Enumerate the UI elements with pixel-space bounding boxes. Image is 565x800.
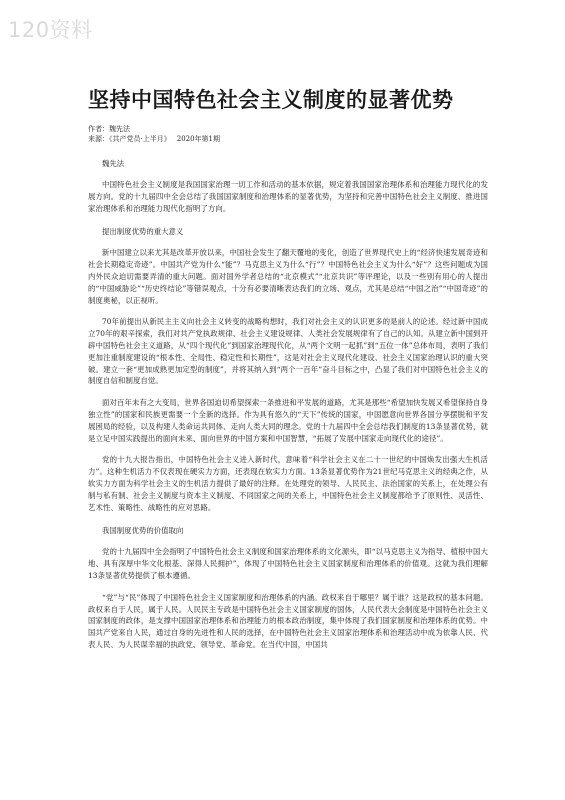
article bbox=[88, 84, 488, 661]
paragraph: 党的十九届四中全会指明了中国特色社会主义制度和国家治理体系的文化源头，即“以马克思主义为指导、植根中国大地、具有深厚中华文化根基、深得人民拥护”，体现了中国特色社会主义国家制度和治理体系的价值观。这就为我们理解13条显著优势提供了根本遵循。 bbox=[88, 547, 488, 580]
section-heading: 我国制度优势的价值取向 bbox=[102, 526, 184, 536]
author-name: 魏先法 bbox=[109, 125, 130, 133]
byline: 魏先法 bbox=[102, 159, 125, 168]
paragraph: 党的十九大报告指出，中国特色社会主义进入新时代，意味着“科学社会主义在二十一世纪的中国焕发出强大生机活力”。这种生机活力不仅表现在硬实力方面，还表现在软实力方面。13条显著优势作为21世纪马克思主义的经典之作，从软实力方面为科学社会主义的生机活力提供了最好的注释。在处理党的领导、人民民主、法治国家的关系上，在处理公有制与私有制、社会主义制度与资本主义制度、不同国家之间的关系上，中国特色社会主义制度都给予了原则性、灵活性、艺术性、策略性、战略性的应对思路。 bbox=[88, 455, 488, 512]
watermark: 120资料 bbox=[8, 18, 93, 42]
article-meta bbox=[88, 124, 488, 144]
paragraph: 面对百年未有之大变局，世界各国迫切希望探索一条推进和平发展的道路，尤其是那些“希望加快发展又希望保持自身独立性”的国家和民族更需要一个全新的选择。作为具有悠久的“天下”传统的国家，中国愿意向世界各国分享摆脱和平发展困局的经验，以及构建人类命运共同体、走向人类大同的理念。党的十九届四中全会总结我们制度的13条显著优势，就是立足中国实践提出的面向未来、面向世界的中国方案和中国智慧，“拓展了发展中国家走向现代化的途径”。 bbox=[88, 398, 488, 443]
issue-number: 2020年第1期 bbox=[176, 135, 221, 143]
paragraph: 中国特色社会主义制度是我国国家治理一切工作和活动的基本依据，规定着我国国家治理体系和治理能力现代化的发展方向。党的十九届四中全会总结了我国国家制度和治理体系的显著优势，为坚持和完善中国特色社会主义制度、推进国家治理体系和治理能力现代化指明了方向。 bbox=[88, 180, 488, 213]
article-title: 坚持中国特色社会主义制度的显著优势 bbox=[88, 88, 454, 112]
author-row bbox=[88, 124, 488, 134]
source-name: 《共产党员·上半月》 bbox=[109, 135, 171, 143]
paragraph: 新中国建立以来尤其是改革开放以来，中国社会发生了翻天覆地的变化，创造了世界现代史上的“经济快速发展奇迹和社会长期稳定奇迹”。中国共产党为什么“能”？马克思主义为什么“行”？中国特色社会主义为什么“好”？这些问题成为国内外民众迫切需要弄清的重大问题。面对国外学者总结的“北京模式”“北京共识”等评理论，以及一些别有用心的人提出的“中国威胁论”“历史终结论”等错误观点，十分有必要清晰表达我们的立场、观点，尤其是总结“中国之治”“中国奇迹”的制度奥秘，以正视听。 bbox=[88, 248, 488, 305]
paragraph: 70年前提出从新民主主义向社会主义转变的战略构想时，我们对社会主义的认识更多的是前人的论述。经过新中国成立70年的艰辛探索，我们对共产党执政规律、社会主义建设规律、人类社会发展规律有了自己的认知。从建立新中国到开辟中国特色社会主义道路，从“四个现代化”到国家治理现代化，从“两个文明一起抓”到“五位一体”总体布局，表明了我们更加注重制度建设的“根本性、全局性、稳定性和长期性”，这是对社会主义现代化建设、社会主义国家治理认识的重大突破。建立一套“更加成熟更加定型的制度”，并将其纳入到“两个一百年”奋斗目标之中，凸显了我们对中国特色社会主义的制度自信和制度自觉。 bbox=[88, 317, 488, 386]
article-body bbox=[88, 179, 488, 651]
author-label: 作者： bbox=[88, 125, 109, 133]
source-label: 来源： bbox=[88, 135, 109, 143]
section-heading: 提出制度优势的重大意义 bbox=[102, 227, 184, 237]
paragraph: “党”与“民”体现了中国特色社会主义国家制度和治理体系的内涵。政权来自于哪里？属于谁？这是政权的基本问题。政权来自于人民，属于人民。人民民主专政是中国特色社会主义国家制度的国体，人民代表大会制度是中国特色社会主义国家制度的政体，是支撑中国国家治理体系和治理能力的根本政治制度，集中体现了我们国家制度和治理体系的优势。中国共产党来自人民，通过自身的先进性和人民的选择，在中国特色社会主义国家治理体系和治理活动中成为依靠人民、代表人民、为人民谋幸福的执政党、领导党、革命党。在当代中国，中国共 bbox=[88, 592, 488, 649]
source-row bbox=[88, 134, 488, 144]
